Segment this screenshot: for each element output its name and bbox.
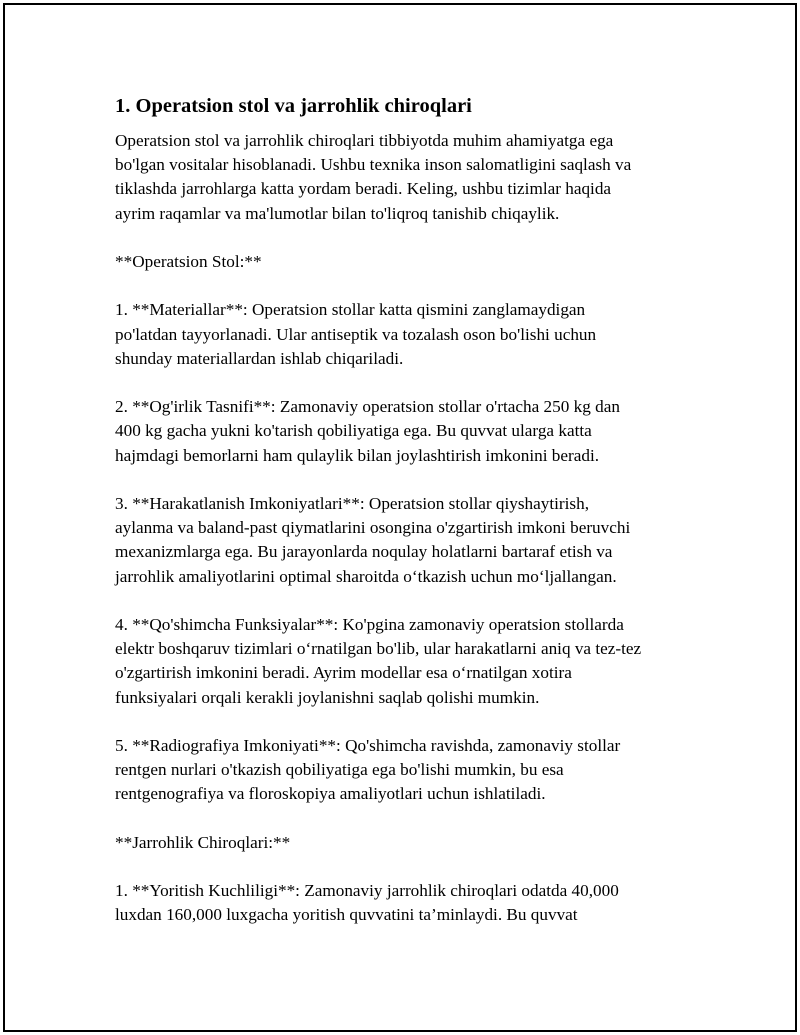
text-line: mexanizmlarga ega. Bu jarayonlarda noqulay holatlarni bartaraf etish va	[115, 542, 613, 562]
intro-paragraph	[115, 129, 695, 226]
text-line: bo'lgan vositalar hisoblanadi. Ushbu texnika inson salomatligini saqlash va	[115, 155, 632, 175]
text-line: funksiyalari orqali kerakli joylanishni saqlab qolishi mumkin.	[115, 687, 540, 707]
text-line: ayrim raqamlar va ma'lumotlar bilan to'liqroq tanishib chiqaylik.	[115, 203, 560, 223]
list-item-light-intensity	[115, 879, 695, 927]
text-line: 3. **Harakatlanish Imkoniyatlari**: Operatsion stollar qiyshaytirish,	[115, 493, 589, 513]
text-line: rentgenografiya va floroskopiya amaliyotlari uchun ishlatiladi.	[115, 784, 546, 804]
text-line: jarrohlik amaliyotlarini optimal sharoitda o‘tkazish uchun mo‘ljallangan.	[115, 566, 617, 586]
text-line: 2. **Og'irlik Tasnifi**: Zamonaviy operatsion stollar o'rtacha 250 kg dan	[115, 397, 620, 417]
text-line: tiklashda jarrohlarga katta yordam beradi. Keling, ushbu tizimlar haqida	[115, 179, 612, 199]
text-line: 1. **Materiallar**: Operatsion stollar katta qismini zanglamaydigan	[115, 300, 586, 320]
text-line: Operatsion stol va jarrohlik chiroqlari tibbiyotda muhim ahamiyatga ega	[115, 131, 614, 150]
text-line: 5. **Radiografiya Imkoniyati**: Qo'shimcha ravishda, zamonaviy stollar	[115, 735, 621, 755]
text-line: aylanma va baland-past qiymatlarini osongina o'zgartirish imkoni beruvchi	[115, 518, 631, 538]
list-item-extra-functions	[115, 613, 695, 710]
text-line: elektr boshqaruv tizimlari o‘rnatilgan bo'lib, ular harakatlarni aniq va tez-tez	[115, 639, 642, 659]
text-line: hajmdagi bemorlarni ham qulaylik bilan joylashtirish imkonini beradi.	[115, 445, 600, 465]
subsection-title-surgical-lights: **Jarrohlik Chiroqlari:**	[115, 832, 291, 852]
text-line: 1. **Yoritish Kuchliligi**: Zamonaviy jarrohlik chiroqlari odatda 40,000	[115, 881, 619, 901]
list-item-mobility	[115, 492, 695, 589]
text-line: po'latdan tayyorlanadi. Ular antiseptik va tozalash oson bo'lishi uchun	[115, 324, 597, 344]
text-line: o'zgartirish imkonini beradi. Ayrim modellar esa o‘rnatilgan xotira	[115, 663, 572, 683]
list-item-weight	[115, 395, 695, 468]
document-body	[115, 93, 695, 928]
list-item-materials	[115, 298, 695, 371]
list-item-radiography	[115, 734, 695, 807]
text-line: shunday materiallardan ishlab chiqariladi.	[115, 348, 404, 368]
text-line: 400 kg gacha yukni ko'tarish qobiliyatiga ega. Bu quvvat ularga katta	[115, 421, 592, 441]
text-line: luxdan 160,000 luxgacha yoritish quvvatini ta’minlaydi. Bu quvvat	[115, 905, 578, 925]
text-line: rentgen nurlari o'tkazish qobiliyatiga ega bo'lishi mumkin, bu esa	[115, 760, 564, 780]
section-heading: 1. Operatsion stol va jarrohlik chiroqlari	[115, 95, 472, 117]
subsection-title-operating-table: **Operatsion Stol:**	[115, 252, 262, 271]
text-line: 4. **Qo'shimcha Funksiyalar**: Ko'pgina zamonaviy operatsion stollarda	[115, 614, 624, 634]
